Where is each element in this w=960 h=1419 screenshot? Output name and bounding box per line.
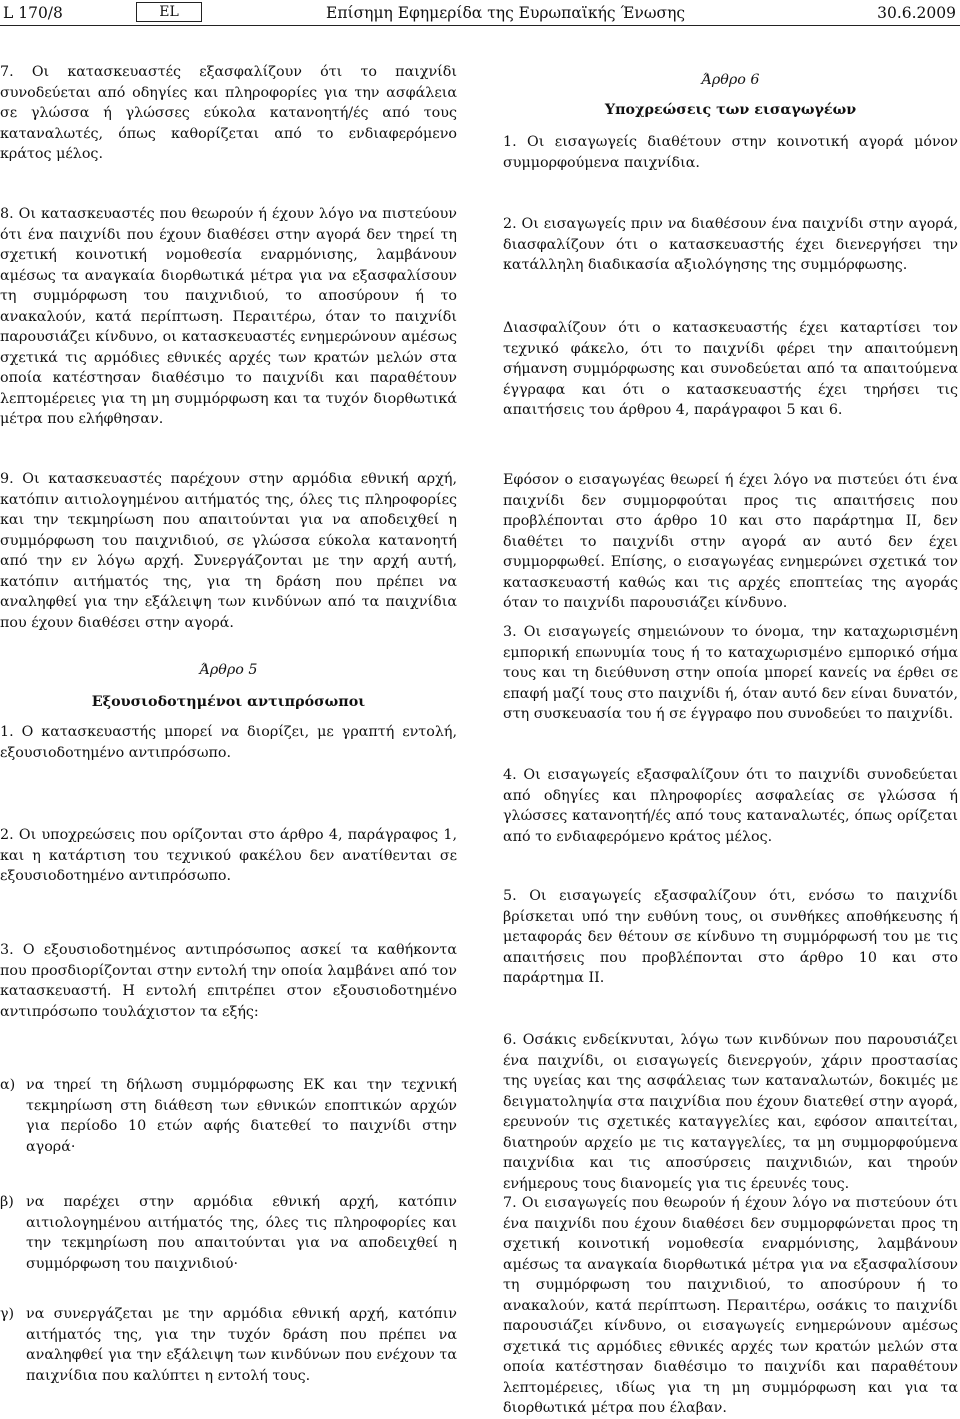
list-item-label: α)	[0, 1077, 16, 1093]
article-5-number: Άρθρο 5	[199, 662, 258, 678]
article-5-paragraph-3: 3. Ο εξουσιοδοτημένος αντιπρόσωπος ασκεί τα καθήκοντα που προσδιορίζονται στην εντολή την οποία λαμβάνει από τον κατασκευαστή. Η εντολή επιτρέπει στον εξουσιοδοτημένο αντιπρόσωπο τουλάχιστον τα εξής:	[0, 942, 457, 1020]
article-6-number: Άρθρο 6	[701, 72, 760, 88]
journal-title: Επίσημη Εφημερίδα της Ευρωπαϊκής Ένωσης	[326, 4, 686, 22]
article-6-paragraph-7: 7. Οι εισαγωγείς που θεωρούν ή έχουν λόγο να πιστεύουν ότι ένα παιχνίδι που έχουν διαθέσει δεν συμμορφώνεται προς τη σχετική κοινοτική νομοθεσία εναρμόνισης, λαμβάνουν αμέσως τα αναγκαία διορθωτικά μέτρα για να εξασφαλίσουν τη συμμόρφωση του παιχνιδιού, το αποσύρουν ή το ανακαλούν, κατά περίπτωση. Περαιτέρω, οσάκις το παιχνίδι παρουσιάζει κίνδυνο, οι εισαγωγείς ενημερώνουν αμέσως σχετικά τις αρμόδιες εθνικές αρχές των κρατών μελών στα οποία κατέστησαν διαθέσιμο το παιχνίδι και παραθέτουν λεπτομέρειες, ιδίως για τη μη συμμόρφωση και για τα διορθωτικά μέτρα που έλαβαν.	[503, 1195, 958, 1416]
article-5-paragraph-1: 1. Ο κατασκευαστής μπορεί να διορίζει, με γραπτή εντολή, εξουσιοδοτημένο αντιπρόσωπο.	[0, 724, 457, 761]
list-item-label: β)	[0, 1194, 14, 1210]
list-item-label: γ)	[0, 1306, 15, 1322]
article-6-paragraph-5: 5. Οι εισαγωγείς εξασφαλίζουν ότι, ενόσω το παιχνίδι βρίσκεται υπό την ευθύνη τους, οι συνθήκες αποθήκευσης ή μεταφοράς δεν θέτουν σε κίνδυνο τη συμμόρφωσή του με τις απαιτήσεις που προβλέπονται στο άρθρο 10 και στο παράρτημα II.	[503, 888, 958, 986]
page-header	[0, 0, 960, 26]
list-item	[0, 1304, 457, 1386]
list-item	[0, 1192, 457, 1274]
article-5-paragraph-2: 2. Οι υποχρεώσεις που ορίζονται στο άρθρο 4, παράγραφος 1, και η κατάρτιση του τεχνικού φακέλου δεν ανατίθενται σε εξουσιοδοτημένο αντιπρόσωπο.	[0, 827, 457, 884]
list-item-text: να παρέχει στην αρμόδια εθνική αρχή, κατόπιν αιτιολογημένου αιτήματός της, όλες τις πληροφορίες και την τεκμηρίωση που απαιτούνται για να αποδειχθεί η συμμόρφωση του παιχνιδιού·	[26, 1194, 457, 1272]
article-6-paragraph-2: 2. Οι εισαγωγείς πριν να διαθέσουν ένα παιχνίδι στην αγορά, διασφαλίζουν ότι ο κατασκευαστής έχει διενεργήσει την κατάλληλη διαδικασία αξιολόγησης της συμμόρφωσης.	[503, 216, 958, 273]
list-item-text: να συνεργάζεται με την αρμόδια εθνική αρχή, κατόπιν αιτήματός της, για την τυχόν δράση που πρέπει να αναληφθεί για την εξάλειψη των κινδύνων που ενέχουν τα παιχνίδια που καλύπτει η εντολή τους.	[26, 1306, 457, 1384]
article-6-paragraph-2b: Διασφαλίζουν ότι ο κατασκευαστής έχει καταρτίσει τον τεχνικό φάκελο, ότι το παιχνίδι φέρει την απαιτούμενη σήμανση συμμόρφωσης και συνοδεύεται από τα απαιτούμενα έγγραφα και ότι ο κατασκευαστής έχει τηρήσει τις απαιτήσεις του άρθρου 4, παράγραφοι 5 και 6.	[503, 320, 958, 418]
article-6-paragraph-2c: Εφόσον ο εισαγωγέας θεωρεί ή έχει λόγο να πιστεύει ότι ένα παιχνίδι δεν συμμορφούται προς τις απαιτήσεις που προβλέπονται στο άρθρο 10 και στο παράρτημα II, δεν διαθέτει το παιχνίδι στην αγορά αν αυτό δεν έχει συμμορφωθεί. Επίσης, ο εισαγωγέας ενημερώνει σχετικά τον κατασκευαστή καθώς και τις αρχές εποπτείας της αγοράς όταν το παιχνίδι παρουσιάζει κίνδυνο.	[503, 472, 958, 611]
article-5-title: Εξουσιοδοτημένοι αντιπρόσωποι	[91, 694, 366, 710]
left-paragraph-9: 9. Οι κατασκευαστές παρέχουν στην αρμόδια εθνική αρχή, κατόπιν αιτιολογημένου αιτήματός της, όλες τις πληροφορίες και την τεκμηρίωση που απαιτούνται για να αποδειχθεί η συμμόρφωση του παιχνιδιού, σε γλώσσα εύκολα κατανοητή από την εν λόγω αρχή. Συνεργάζονται με την αρχή αυτή, κατόπιν αιτήματός της, για τη δράση που πρέπει να αναληφθεί για την εξάλειψη των κινδύνων από τα παιχνίδια που έχουν διαθέσει στην αγορά.	[0, 471, 457, 631]
article-6-paragraph-6: 6. Οσάκις ενδείκνυται, λόγω των κινδύνων που παρουσιάζει ένα παιχνίδι, οι εισαγωγείς διενεργούν, χάριν προστασίας της υγείας και της ασφάλειας των καταναλωτών, δοκιμές με δειγματοληψία στα παιχνίδια που έχουν διατεθεί στην αγορά, ερευνούν τις σχετικές καταγγελίες και, εφόσον απαιτείται, διατηρούν αρχείο με τις καταγγελίες, τα μη συμμορφούμενα παιχνίδια και τις αποσύρσεις παιχνιδιών, και τηρούν ενήμερους τους διανομείς για τις έρευνές τους.	[503, 1032, 958, 1192]
article-6-title: Υποχρεώσεις των εισαγωγέων	[604, 102, 857, 118]
publication-date: 30.6.2009	[877, 4, 956, 22]
language-badge: EL	[136, 2, 202, 22]
header-divider	[0, 25, 960, 26]
page-reference: L 170/8	[3, 4, 63, 22]
article-6-paragraph-1: 1. Οι εισαγωγείς διαθέτουν στην κοινοτική αγορά μόνον συμμορφούμενα παιχνίδια.	[503, 134, 958, 171]
list-item-text: να τηρεί τη δήλωση συμμόρφωσης ΕΚ και την τεχνική τεκμηρίωση στη διάθεση των εθνικών εποπτικών αρχών για περίοδο 10 ετών αφής διατεθεί το παιχνίδι στην αγορά·	[26, 1077, 457, 1155]
article-6-paragraph-4: 4. Οι εισαγωγείς εξασφαλίζουν ότι το παιχνίδι συνοδεύεται από οδηγίες και πληροφορίες ασφαλείας σε γλώσσα ή γλώσσες κατανοητή/ές από τους καταναλωτές, όπως ορίζεται από το ενδιαφερόμενο κράτος μέλος.	[503, 767, 958, 845]
article-6-paragraph-3: 3. Οι εισαγωγείς σημειώνουν το όνομα, την καταχωρισμένη εμπορική επωνυμία τους ή το καταχωρισμένο εμπορικό σήμα τους και τη διεύθυνση στην οποία μπορεί κανείς να έρθει σε επαφή μαζί τους στο παιχνίδι ή, όταν αυτό δεν είναι δυνατόν, στη συσκευασία του ή σε έγγραφο που συνοδεύει το παιχνίδι.	[503, 624, 958, 722]
list-item	[0, 1075, 457, 1157]
left-paragraph-7: 7. Οι κατασκευαστές εξασφαλίζουν ότι το παιχνίδι συνοδεύεται από οδηγίες και πληροφορίες για την ασφάλεια σε γλώσσα ή γλώσσες εύκολα κατανοητή/ές από τους καταναλωτές, όπως καθορίζεται από το ενδιαφερόμενο κράτος μέλος.	[0, 64, 457, 162]
left-paragraph-8: 8. Οι κατασκευαστές που θεωρούν ή έχουν λόγο να πιστεύουν ότι ένα παιχνίδι που έχουν διαθέσει στην αγορά δεν τηρεί τη σχετική κοινοτική νομοθεσία εναρμόνισης, λαμβάνουν αμέσως τα αναγκαία διορθωτικά μέτρα για να εξασφαλίσουν τη συμμόρφωση του παιχνιδιού, το αποσύρουν ή το ανακαλούν, κατά περίπτωση. Περαιτέρω, όταν το παιχνίδι παρουσιάζει κίνδυνο, οι κατασκευαστές ενημερώνουν αμέσως σχετικά τις αρμόδιες εθνικές αρχές των κρατών μελών στα οποία κατέστησαν διαθέσιμο το παιχνίδι και παραθέτουν λεπτομέρειες για τη μη συμμόρφωση και τα τυχόν διορθωτικά μέτρα που ελήφθησαν.	[0, 206, 457, 427]
